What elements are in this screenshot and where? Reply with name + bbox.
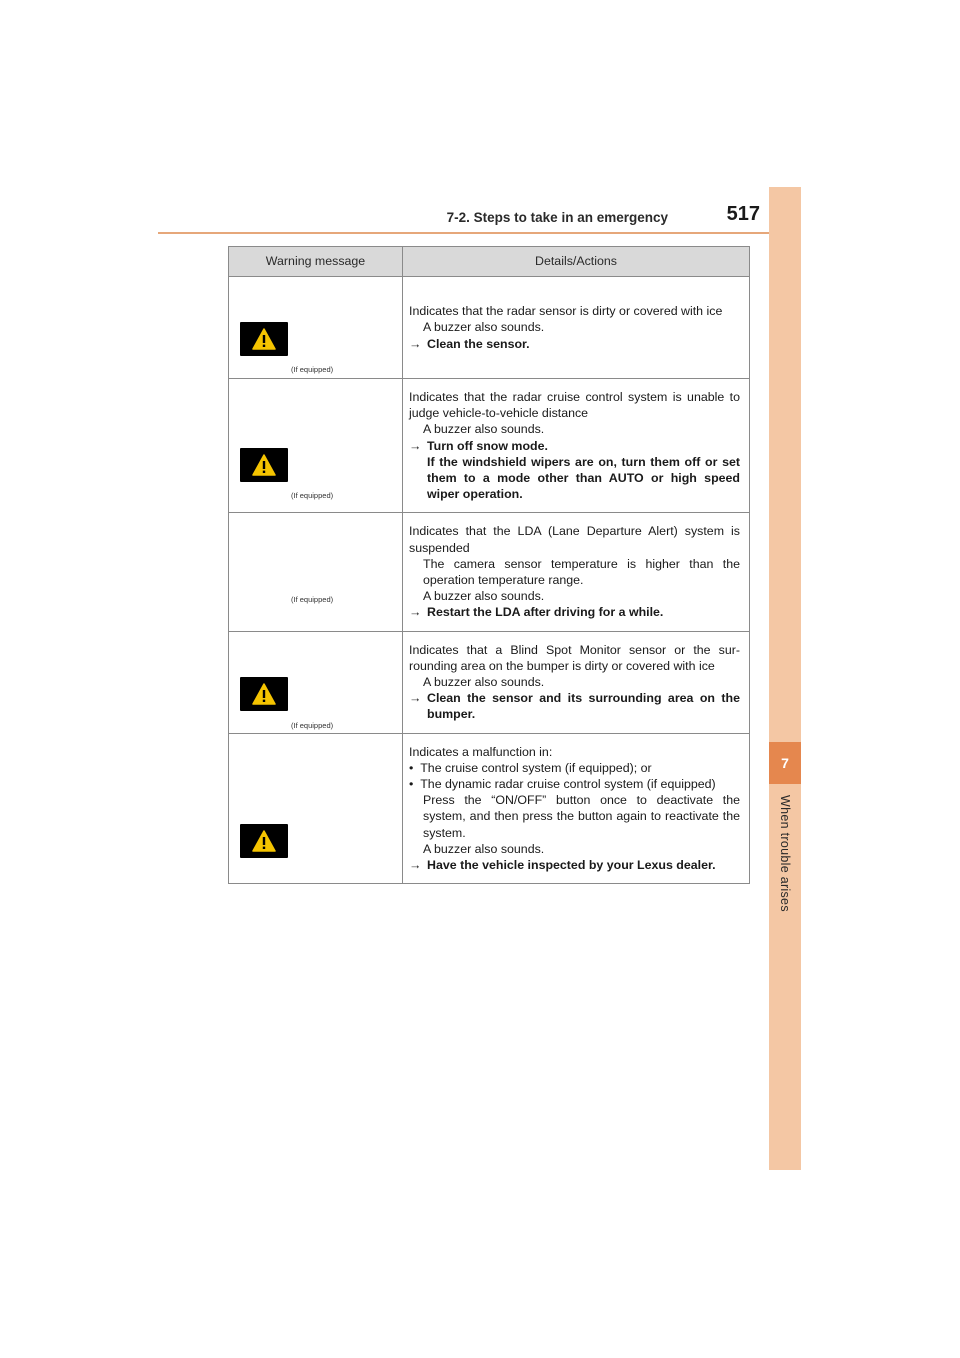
detail-bullet: • The dynamic radar cruise control system (if equipped) (409, 777, 716, 792)
chapter-title: When trouble arises (778, 795, 792, 912)
warning-message-cell (229, 631, 403, 733)
arrow-right-icon: → (409, 336, 422, 351)
detail-note: Press the “ON/OFF” button once to deactivate the system, and then press the button again to reactivate the system. (423, 793, 740, 840)
detail-action: → Have the vehicle inspected by your Lexus dealer. (409, 858, 716, 873)
detail-action-sub: If the windshield wipers are on, turn them off or set them to a mode other than AUTO or high speed wiper operation. (427, 454, 740, 502)
detail-action: → Turn off snow mode. (409, 438, 548, 453)
detail-description: Indicates that the radar sensor is dirty or covered with ice (409, 304, 723, 319)
if-equipped-note: (If equipped) (291, 491, 334, 500)
detail-description: Indicates a malfunction in: (409, 744, 553, 759)
detail-action: → Clean the sensor and its surrounding area on the bumper. (409, 691, 740, 722)
warning-message-cell (229, 513, 403, 631)
column-header-details: Details/Actions (403, 247, 750, 277)
chapter-number: 7 (769, 742, 801, 784)
detail-action: → Restart the LDA after driving for a while. (409, 605, 664, 620)
arrow-right-icon: → (409, 605, 422, 620)
detail-note: The camera sensor temperature is higher than the operation temperature range. (423, 556, 740, 588)
warning-triangle-icon (240, 824, 288, 858)
column-header-message: Warning message (229, 247, 403, 277)
detail-note: A buzzer also sounds. (423, 841, 545, 856)
detail-description: Indicates that the radar cruise control system is unable to judge vehicle-to-vehicle distance (409, 390, 740, 421)
header-rule (158, 232, 800, 234)
table-row (229, 277, 750, 379)
details-cell (403, 277, 750, 379)
warning-message-cell (229, 277, 403, 379)
section-title: 7-2. Steps to take in an emergency (446, 210, 668, 225)
chapter-title-container (769, 795, 801, 925)
warning-triangle-icon (240, 448, 288, 482)
warning-triangle-icon (240, 322, 288, 356)
if-equipped-note: (If equipped) (291, 595, 334, 605)
warning-message-cell (229, 379, 403, 513)
detail-action: → Clean the sensor. (409, 336, 530, 351)
table-row (229, 733, 750, 884)
detail-description: Indicates that a Blind Spot Monitor sensor or the sur-rounding area on the bumper is dirty or covered with ice (409, 642, 740, 673)
if-equipped-note: (If equipped) (291, 720, 334, 730)
chapter-side-tab (769, 187, 801, 1170)
if-equipped-note: (If equipped) (291, 365, 334, 374)
detail-note: A buzzer also sounds. (423, 589, 545, 604)
warning-triangle-icon (240, 677, 288, 711)
table-header-row (229, 247, 750, 277)
arrow-right-icon: → (409, 438, 422, 453)
detail-note: A buzzer also sounds. (423, 675, 545, 690)
table-row (229, 513, 750, 631)
warning-message-table (228, 246, 750, 884)
details-cell (403, 631, 750, 733)
details-cell (403, 379, 750, 513)
warning-message-cell (229, 733, 403, 884)
table-row (229, 379, 750, 513)
detail-description: Indicates that the LDA (Lane Departure Alert) system is suspended (409, 524, 740, 555)
details-cell (403, 513, 750, 631)
arrow-right-icon: → (409, 691, 422, 706)
detail-bullet: • The cruise control system (if equipped); or (409, 760, 652, 775)
arrow-right-icon: → (409, 858, 422, 873)
detail-note: A buzzer also sounds. (423, 422, 545, 437)
table-row (229, 631, 750, 733)
details-cell (403, 733, 750, 884)
page-number: 517 (726, 203, 760, 225)
detail-note: A buzzer also sounds. (423, 320, 545, 335)
